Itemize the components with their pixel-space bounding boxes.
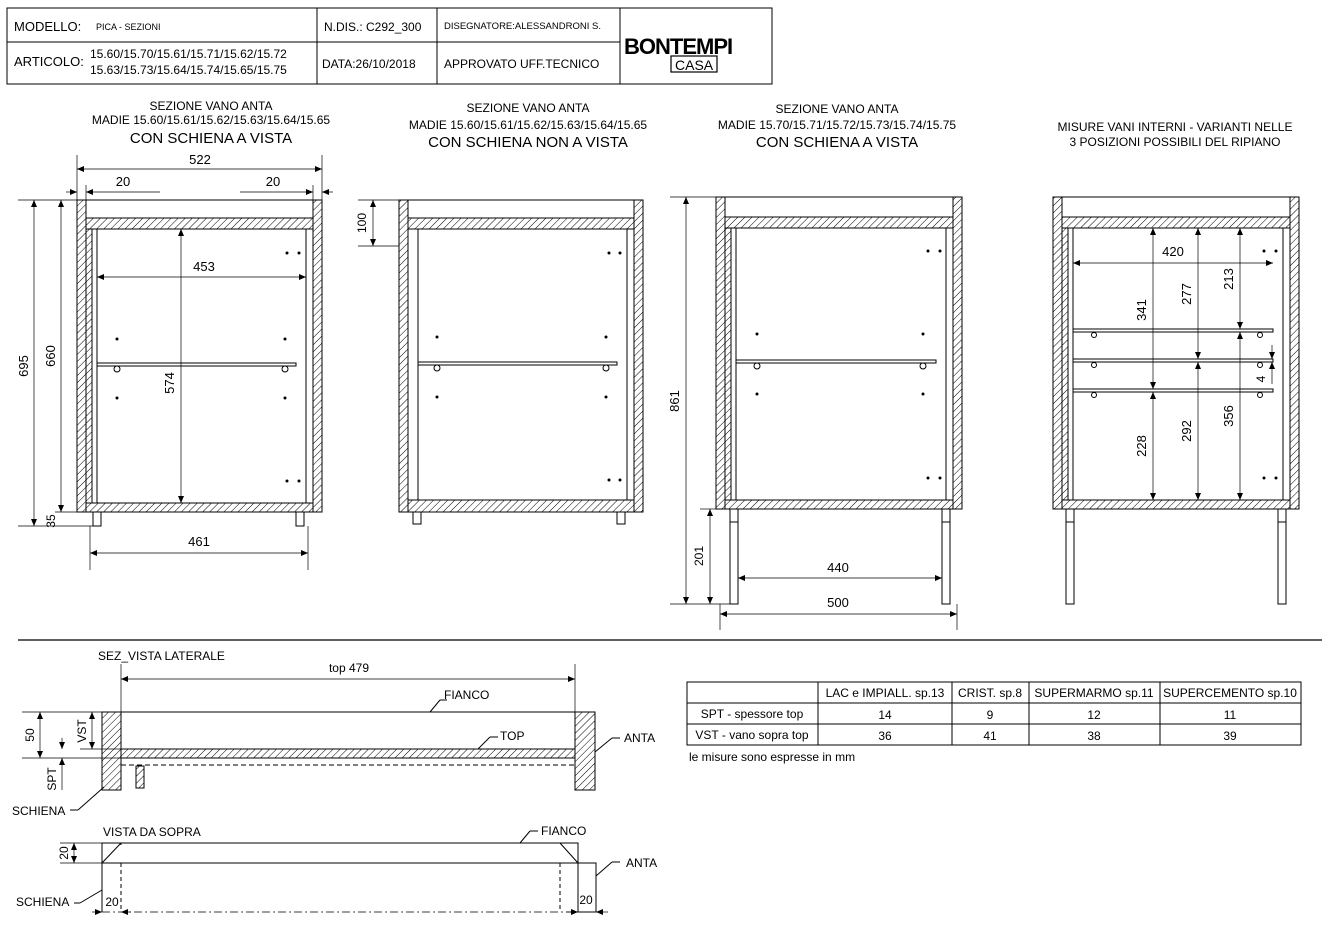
topview-schiena: SCHIENA — [16, 895, 70, 909]
articolo-label: ARTICOLO: — [14, 54, 84, 69]
dim-861: 861 — [667, 390, 682, 412]
table-row1-crist: 9 — [986, 708, 994, 722]
svg-text:BONTEMPI: BONTEMPI — [624, 34, 733, 59]
table-row1-lac: 14 — [878, 708, 892, 722]
dim-440: 440 — [827, 560, 849, 575]
lateral-vst: VST — [75, 719, 89, 743]
dim-660: 660 — [43, 345, 58, 367]
cabinet-section-4 — [1053, 197, 1299, 604]
modello-label: MODELLO: — [14, 19, 82, 34]
articolo-line2: 15.63/15.73/15.64/15.74/15.65/15.75 — [90, 63, 287, 77]
top-view — [16, 824, 657, 912]
lateral-top479: top 479 — [328, 661, 370, 675]
table-row2-label: VST - vano sopra top — [695, 728, 809, 742]
s1-line2: MADIE 15.60/15.61/15.62/15.63/15.64/15.65 — [91, 113, 331, 127]
dim-20-left: 20 — [115, 174, 131, 189]
title-block — [7, 8, 772, 84]
disegnatore: DISEGNATORE:ALESSANDRONI S. — [444, 21, 601, 32]
dim-500: 500 — [827, 595, 849, 610]
s1-line1: SEZIONE VANO ANTA — [149, 99, 273, 113]
s3-line2: MADIE 15.70/15.71/15.72/15.73/15.74/15.75 — [717, 118, 957, 132]
table-header-crist: CRIST. sp.8 — [957, 686, 1023, 700]
dim-341: 341 — [1134, 299, 1149, 321]
thickness-table — [687, 682, 1301, 764]
table-row1-supercemento: 11 — [1223, 708, 1237, 722]
ndis: N.DIS.: C292_300 — [324, 20, 422, 34]
s4-line2: 3 POSIZIONI POSSIBILI DEL RIPIANO — [1069, 135, 1281, 149]
articolo-line1: 15.60/15.70/15.61/15.71/15.62/15.72 — [90, 47, 287, 61]
lateral-section — [12, 649, 655, 818]
s3-line1: SEZIONE VANO ANTA — [775, 102, 899, 116]
modello-value: PICA - SEZIONI — [96, 22, 161, 32]
dim-201: 201 — [692, 545, 706, 567]
dim-35: 35 — [44, 514, 58, 528]
lateral-fianco: FIANCO — [444, 688, 490, 702]
topview-anta: ANTA — [626, 856, 658, 870]
lateral-spt: SPT — [45, 767, 59, 791]
topview-dim-20-a: 20 — [57, 846, 71, 860]
topview-dim-20-b: 20 — [105, 895, 119, 909]
bontempi-logo — [624, 34, 732, 73]
lateral-top: TOP — [500, 729, 525, 743]
dim-4: 4 — [1254, 375, 1268, 383]
approvato: APPROVATO UFF.TECNICO — [444, 57, 600, 71]
lateral-anta: ANTA — [624, 731, 656, 745]
dim-20-right: 20 — [265, 174, 281, 189]
dim-292: 292 — [1179, 420, 1194, 442]
dim-228: 228 — [1134, 435, 1149, 457]
cabinet-section-1 — [16, 152, 333, 570]
dim-420: 420 — [1162, 244, 1184, 259]
s1-line3: CON SCHIENA A VISTA — [129, 130, 293, 147]
table-row2-crist: 41 — [983, 729, 997, 743]
topview-title: VISTA DA SOPRA — [103, 825, 201, 839]
dim-695: 695 — [16, 355, 31, 377]
table-note: le misure sono espresse in mm — [689, 750, 856, 764]
table-row1-label: SPT - spessore top — [700, 707, 804, 721]
dim-277: 277 — [1179, 283, 1194, 305]
dim-461: 461 — [188, 534, 210, 549]
lateral-schiena: SCHIENA — [12, 804, 66, 818]
s2-line3: CON SCHIENA NON A VISTA — [428, 134, 628, 151]
dim-522: 522 — [189, 152, 211, 167]
dim-356: 356 — [1221, 405, 1236, 427]
svg-text:CASA: CASA — [675, 57, 714, 73]
cabinet-section-3 — [667, 197, 962, 630]
dim-453: 453 — [193, 259, 215, 274]
data: DATA:26/10/2018 — [322, 57, 416, 71]
table-row1-supermarmo: 12 — [1087, 708, 1101, 722]
s2-line2: MADIE 15.60/15.61/15.62/15.63/15.64/15.65 — [408, 118, 648, 132]
dim-100: 100 — [355, 212, 369, 234]
dim-213: 213 — [1221, 268, 1236, 290]
table-header-supermarmo: SUPERMARMO sp.11 — [1034, 686, 1154, 700]
lateral-title: SEZ_VISTA LATERALE — [98, 649, 225, 663]
table-row2-supermarmo: 38 — [1087, 729, 1101, 743]
table-header-lac: LAC e IMPIALL. sp.13 — [825, 686, 945, 700]
topview-dim-20-c: 20 — [579, 893, 593, 907]
table-header-supercemento: SUPERCEMENTO sp.10 — [1163, 686, 1297, 700]
topview-fianco: FIANCO — [541, 824, 587, 838]
s4-line1: MISURE VANI INTERNI - VARIANTI NELLE — [1057, 120, 1293, 134]
table-row2-lac: 36 — [878, 729, 892, 743]
cabinet-section-2 — [355, 200, 643, 524]
lateral-dim-50: 50 — [23, 728, 37, 742]
s3-line3: CON SCHIENA A VISTA — [755, 134, 919, 151]
dim-574: 574 — [162, 372, 177, 394]
table-row2-supercemento: 39 — [1223, 729, 1237, 743]
section-headings — [92, 99, 1293, 151]
s2-line1: SEZIONE VANO ANTA — [466, 101, 590, 115]
